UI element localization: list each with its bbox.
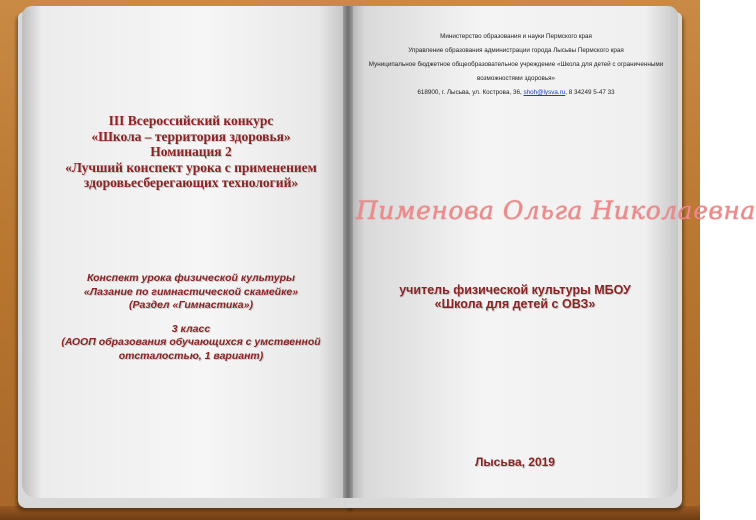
lesson-program: отсталостью, 1 вариант) bbox=[118, 349, 264, 362]
contest-title bbox=[46, 113, 336, 191]
contest-nomination: Номинация 2 bbox=[150, 144, 232, 159]
header-ministry: Министерство образования и науки Пермского края bbox=[440, 33, 592, 40]
contest-line: «Школа – территория здоровья» bbox=[91, 128, 291, 144]
header-department: Управление образования администрации города Лысьвы Пермского края bbox=[408, 47, 624, 54]
lesson-topic: «Лазание по гимнастической скамейке» bbox=[83, 285, 299, 298]
author-name: Пименова Ольга Николаевна bbox=[356, 196, 756, 225]
contest-line: здоровьесберегающих технологий» bbox=[83, 175, 299, 190]
header-phone: , 8 34249 5-47 33 bbox=[565, 89, 615, 96]
header-address: 618900, г. Лысьва, ул. Кострова, 36, bbox=[417, 89, 522, 96]
lesson-program: (АООП образования обучающихся с умственной bbox=[61, 336, 321, 348]
position-line: учитель физической культуры МБОУ bbox=[399, 283, 631, 297]
contest-line: «Лучший конспект урока с применением bbox=[65, 159, 317, 175]
city-year: Лысьва, 2019 bbox=[475, 455, 555, 469]
lesson-section: (Раздел «Гимнастика») bbox=[129, 299, 253, 311]
book-spine bbox=[343, 6, 353, 498]
left-page bbox=[22, 6, 352, 498]
author-position bbox=[356, 283, 674, 311]
lesson-grade: 3 класс bbox=[171, 322, 211, 335]
header-school: Муниципальное бюджетное общеобразовательное учреждение «Школа для детей с ограниченными bbox=[368, 61, 664, 68]
header-contacts bbox=[356, 86, 676, 100]
header-email-link[interactable]: shoh@lysva.ru bbox=[523, 89, 566, 96]
position-line: «Школа для детей с ОВЗ» bbox=[434, 297, 596, 311]
lesson-line: Конспект урока физической культуры bbox=[87, 272, 295, 284]
header-school-cont: возможностями здоровья» bbox=[476, 75, 556, 82]
contest-line: III Всероссийский конкурс bbox=[108, 113, 274, 128]
institution-header bbox=[356, 30, 676, 100]
lesson-description bbox=[46, 272, 336, 363]
